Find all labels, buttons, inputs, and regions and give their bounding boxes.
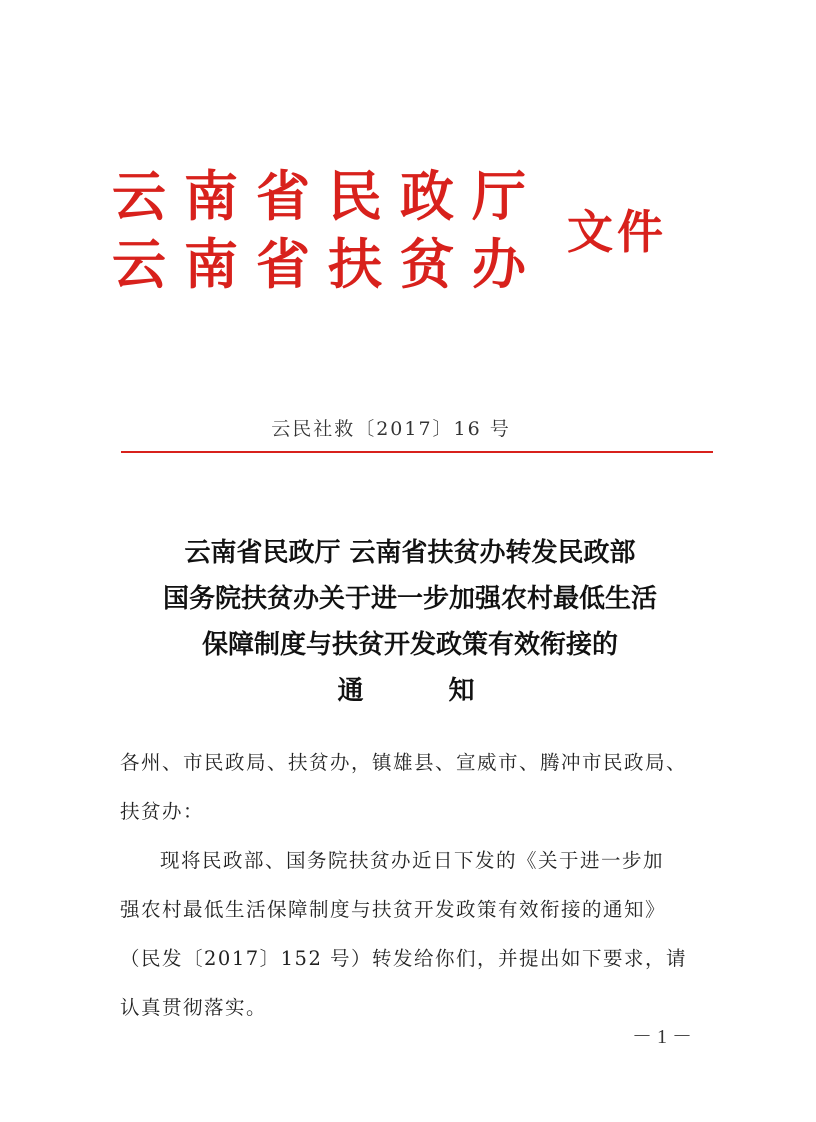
- document-type-label: 文件: [567, 205, 667, 259]
- body-paragraph-line: （民发〔2017〕152 号）转发给你们，并提出如下要求，请: [120, 947, 688, 970]
- issuer-name-poverty-office: 云南省扶贫办: [112, 232, 544, 296]
- page-number: － 1 －: [632, 1026, 692, 1048]
- document-title: [100, 530, 720, 714]
- body-paragraph-line: 现将民政部、国务院扶贫办近日下发的《关于进一步加: [160, 849, 665, 872]
- title-line: 保障制度与扶贫开发政策有效衔接的: [201, 630, 618, 660]
- addressee-line: 扶贫办：: [120, 800, 205, 823]
- issuer-header: [112, 160, 712, 310]
- title-line-notice: 通 知: [337, 676, 513, 706]
- addressee-line: 各州、市民政局、扶贫办，镇雄县、宣威市、腾冲市民政局、: [120, 751, 688, 774]
- issuer-name-civil-affairs: 云南省民政厅: [112, 164, 544, 228]
- title-line: 国务院扶贫办关于进一步加强农村最低生活: [162, 584, 657, 614]
- red-separator-line: [121, 451, 713, 453]
- body-paragraph-line: 认真贯彻落实。: [120, 996, 268, 1019]
- document-body: [120, 738, 720, 1032]
- body-paragraph-line: 强农村最低生活保障制度与扶贫开发政策有效衔接的通知》: [120, 898, 667, 921]
- document-number: 云民社救〔2017〕16 号: [271, 418, 511, 440]
- title-line: 云南省民政厅 云南省扶贫办转发民政部: [184, 538, 636, 568]
